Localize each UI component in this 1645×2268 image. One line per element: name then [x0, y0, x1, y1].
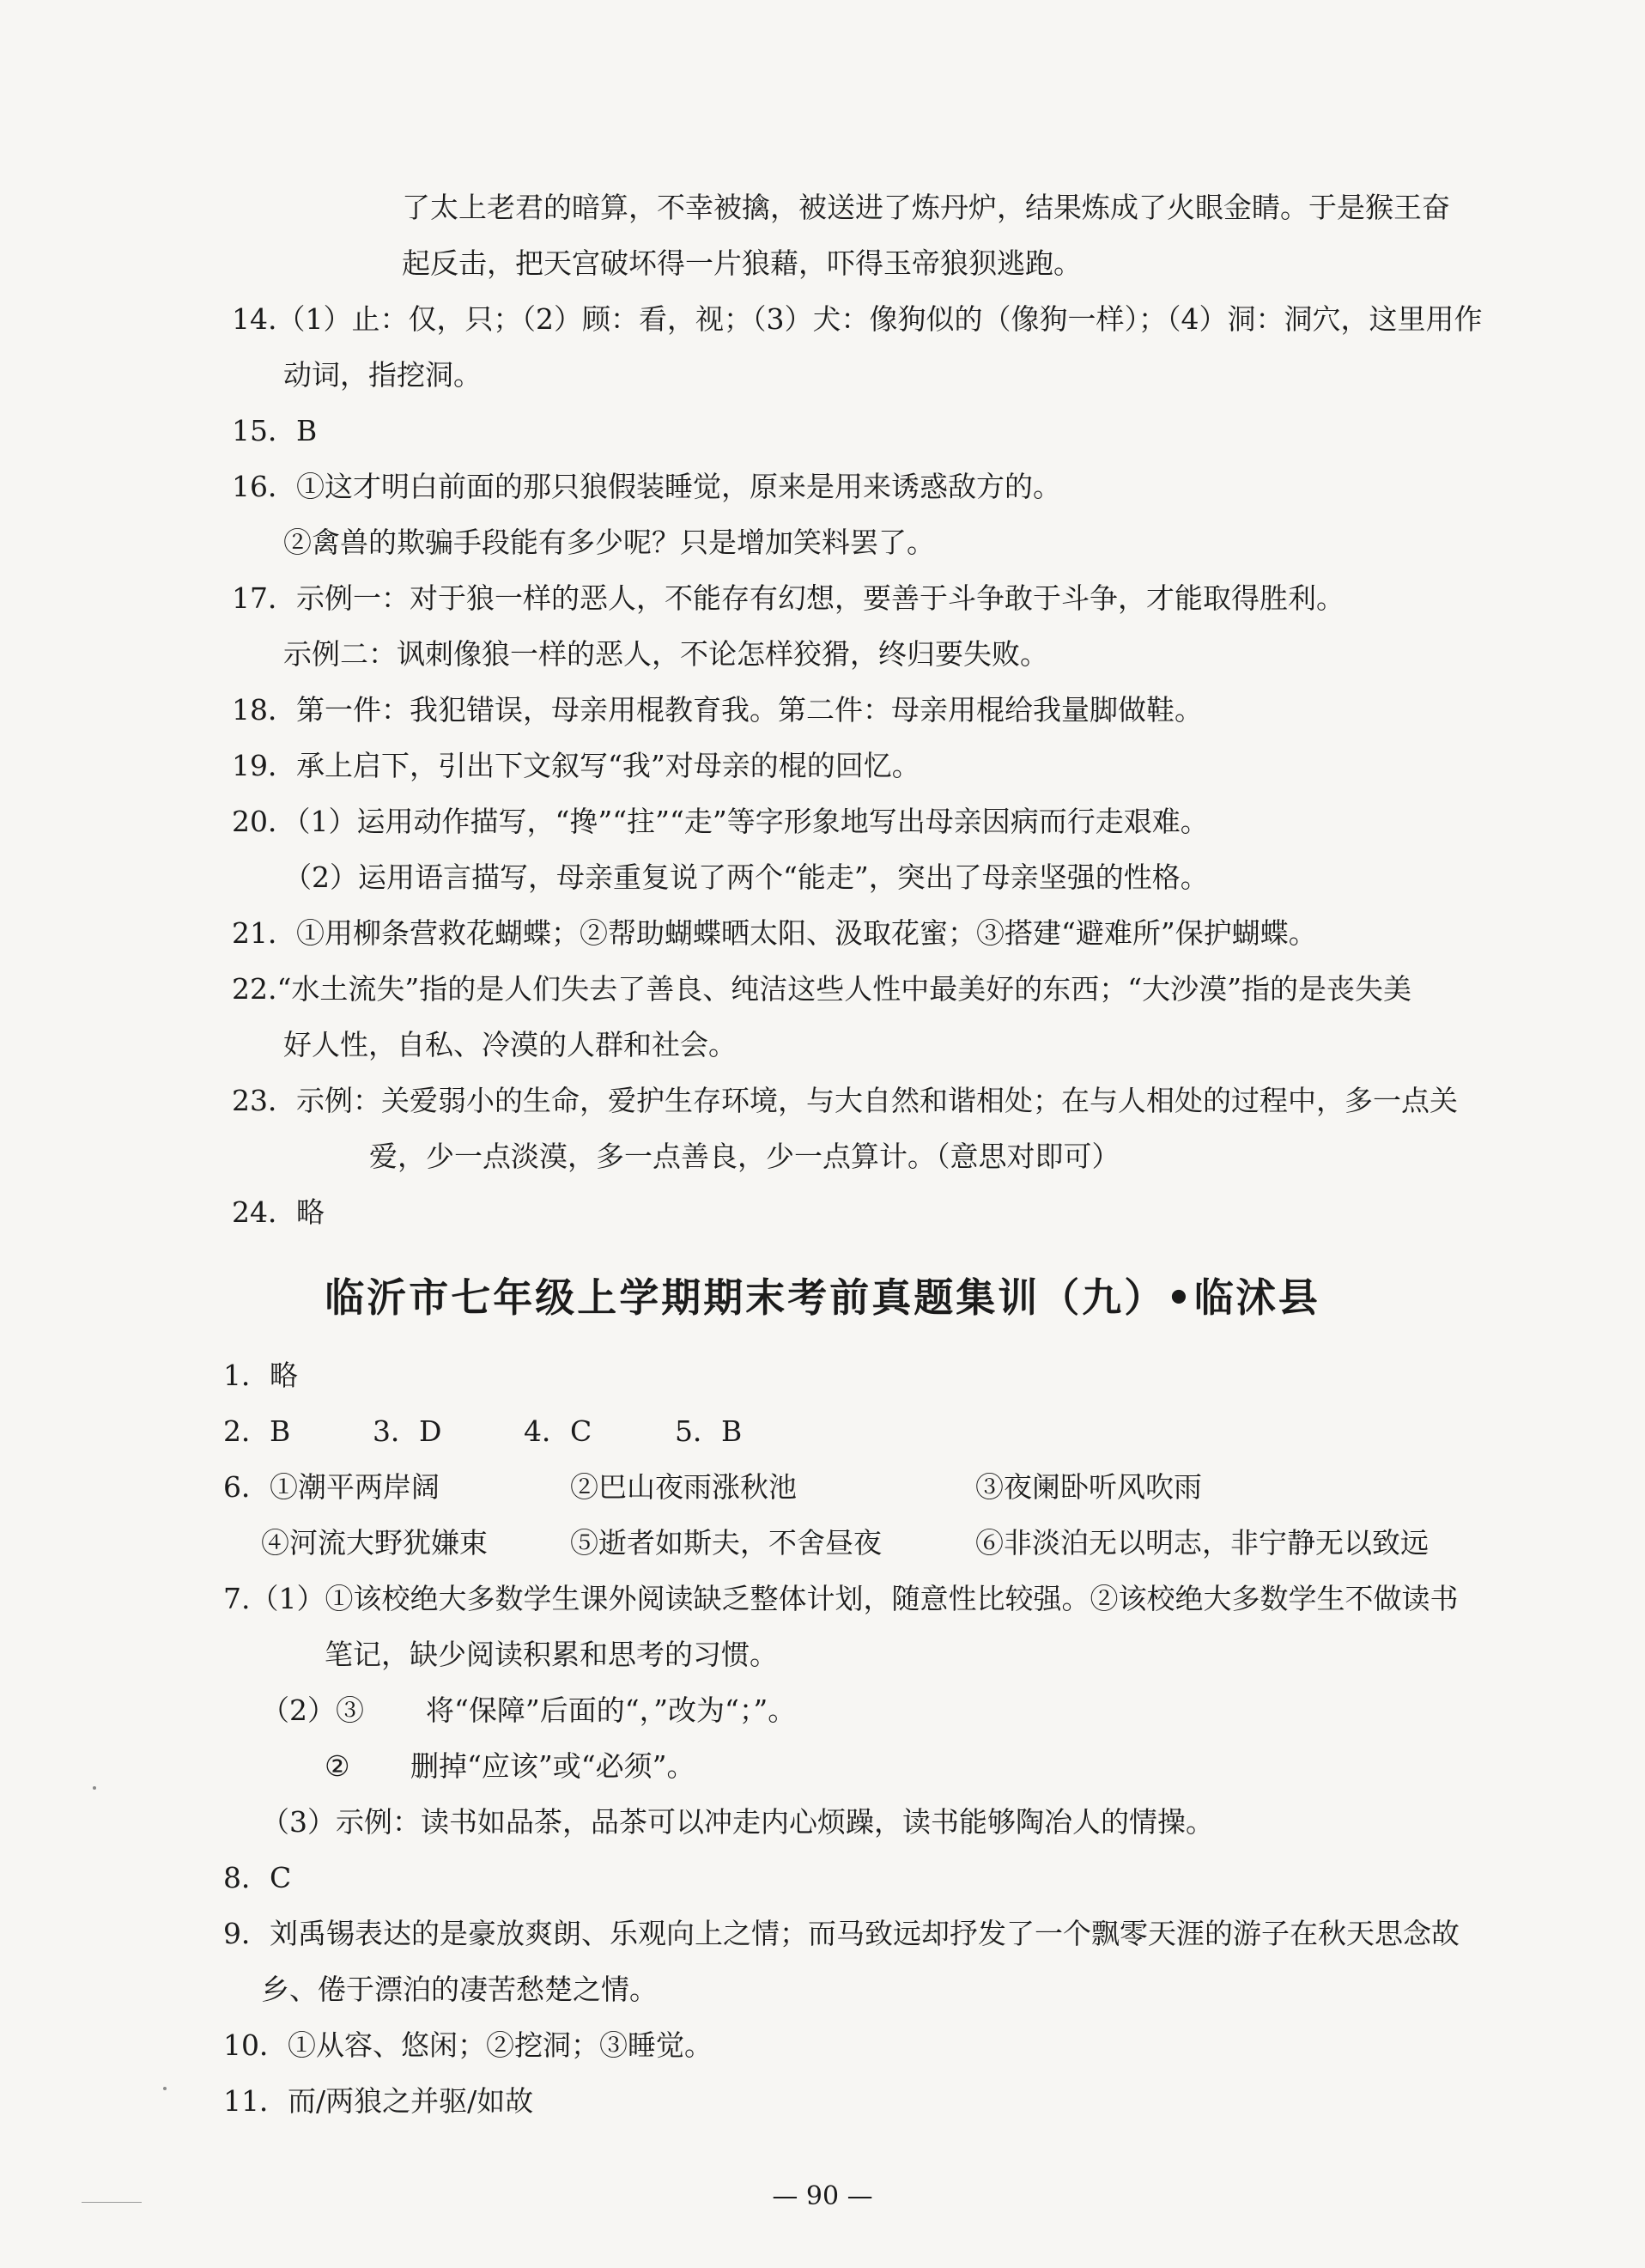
answer-6-item-5: ⑤逝者如斯夫，不舍昼夜 — [570, 1526, 882, 1560]
answer-7-2-label: （2）③ — [261, 1693, 364, 1727]
answer-20-line-2: （2）运用语言描写，母亲重复说了两个“能走”，突出了母亲坚强的性格。 — [283, 860, 1209, 894]
page-number: — 90 — — [772, 2181, 873, 2211]
section-title: 临沂市七年级上学期期末考前真题集训（九）•临沭县 — [325, 1274, 1320, 1321]
answer-20-line-1: 20．（1）运用动作描写，“搀”“拄”“走”等字形象地写出母亲因病而行走艰难。 — [232, 805, 1209, 838]
answer-16-line-1: 16．①这才明白前面的那只狼假装睡觉，原来是用来诱惑敌方的。 — [232, 470, 1061, 503]
answer-3: 3．D — [373, 1414, 442, 1448]
scan-mark-rule — [82, 2202, 142, 2203]
answer-15: 15．B — [232, 414, 318, 447]
answer-9-line-2: 乡、倦于漂泊的凄苦愁楚之情。 — [261, 1973, 658, 2006]
answer-24: 24．略 — [232, 1195, 325, 1229]
answer-17-line-2: 示例二：讽刺像狼一样的恶人，不论怎样狡猾，终归要失败。 — [283, 637, 1048, 671]
answer-6-item-6: ⑥非淡泊无以明志，非宁静无以致远 — [975, 1526, 1429, 1560]
answer-5: 5．B — [675, 1414, 743, 1448]
answer-13-continued-line-2: 起反击，把天宫破坏得一片狼藉，吓得玉帝狼狈逃跑。 — [402, 246, 1082, 280]
answer-19: 19．承上启下，引出下文叙写“我”对母亲的棍的回忆。 — [232, 749, 920, 782]
answer-7-2-text-1: 将“保障”后面的“，”改为“；”。 — [426, 1693, 797, 1727]
answer-6-item-2: ②巴山夜雨涨秋池 — [570, 1470, 797, 1504]
answer-9-line-1: 9．刘禹锡表达的是豪放爽朗、乐观向上之情；而马致远却抒发了一个飘零天涯的游子在秋天思念故 — [223, 1917, 1460, 1950]
answer-4: 4．C — [524, 1414, 592, 1448]
answer-14-line-2: 动词，指挖洞。 — [283, 358, 482, 392]
answer-22-line-1: 22.“水土流失”指的是人们失去了善良、纯洁这些人性中最美好的东西；“大沙漠”指的是丧失美 — [232, 972, 1411, 1006]
answer-16-line-2: ②禽兽的欺骗手段能有多少呢？只是增加笑料罢了。 — [283, 526, 935, 559]
answer-13-continued-line-1: 了太上老君的暗算，不幸被擒，被送进了炼丹炉，结果炼成了火眼金睛。于是猴王奋 — [402, 191, 1450, 224]
answer-11: 11．而/两狼之并驱/如故 — [223, 2084, 534, 2118]
answer-7-1-line-1: 7.（1）①该校绝大多数学生课外阅读缺乏整体计划，随意性比较强。②该校绝大多数学生不做读书 — [223, 1582, 1459, 1615]
answer-23-line-2: 爱，少一点淡漠，多一点善良，少一点算计。（意思对即可） — [369, 1140, 1120, 1173]
answer-1: 1．略 — [223, 1359, 298, 1392]
answer-8: 8．C — [223, 1861, 292, 1894]
scan-speck — [163, 2087, 167, 2090]
answer-22-line-2: 好人性，自私、冷漠的人群和社会。 — [283, 1028, 737, 1061]
answer-6-item-3: ③夜阑卧听风吹雨 — [975, 1470, 1202, 1504]
answer-7-3: （3）示例：读书如品茶，品茶可以冲走内心烦躁，读书能够陶冶人的情操。 — [261, 1805, 1214, 1839]
answer-7-2-text-2: 删掉“应该”或“必须”。 — [410, 1749, 695, 1783]
answer-21: 21．①用柳条营救花蝴蝶；②帮助蝴蝶晒太阳、汲取花蜜；③搭建“避难所”保护蝴蝶。 — [232, 916, 1317, 950]
answer-2: 2．B — [223, 1414, 291, 1448]
answer-14-line-1: 14.（1）止：仅，只；（2）顾：看，视；（3）犬：像狗似的（像狗一样）；（4）洞：洞穴，这里用作 — [232, 302, 1483, 336]
answer-6-item-4: ④河流大野犹嫌束 — [261, 1526, 488, 1560]
scan-speck — [93, 1786, 96, 1790]
answer-10: 10．①从容、悠闲；②挖洞；③睡觉。 — [223, 2028, 713, 2062]
answer-7-2-label-2: ② — [325, 1749, 350, 1783]
answer-7-1-line-2: 笔记，缺少阅读积累和思考的习惯。 — [325, 1638, 778, 1671]
answer-18: 18．第一件：我犯错误，母亲用棍教育我。第二件：母亲用棍给我量脚做鞋。 — [232, 693, 1203, 727]
answer-23-line-1: 23．示例：关爱弱小的生命，爱护生存环境，与大自然和谐相处；在与人相处的过程中，多一点关 — [232, 1084, 1458, 1117]
answer-6-item-1: 6．①潮平两岸阔 — [223, 1470, 440, 1504]
answer-17-line-1: 17．示例一：对于狼一样的恶人，不能存有幻想，要善于斗争敢于斗争，才能取得胜利。 — [232, 581, 1345, 615]
